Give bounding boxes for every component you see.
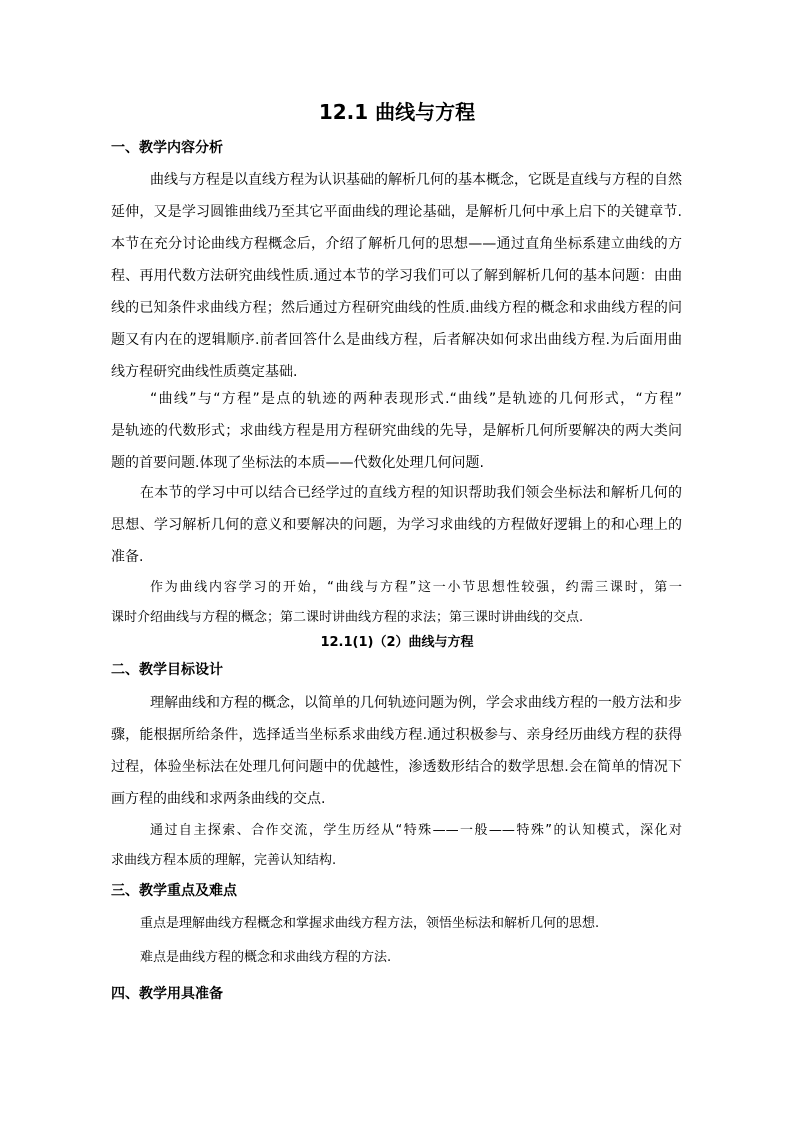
text-line: 线方程研究曲线性质奠定基础. (111, 364, 298, 380)
page-title: 12.1 曲线与方程 (318, 100, 476, 124)
text-line: 理解曲线和方程的概念，以简单的几何轨迹问题为例，学会求曲线方程的一般方法和步 (150, 695, 682, 711)
text-line: 本节在充分讨论曲线方程概念后，介绍了解析几何的思想——通过直角坐标系建立曲线的方 (111, 236, 682, 252)
text-line: 是轨迹的代数形式；求曲线方程是用方程研究曲线的先导，是解析几何所要解决的两大类问 (111, 423, 682, 439)
text-line: “曲线”与“方程”是点的轨迹的两种表现形式.“曲线”是轨迹的几何形式，“方程” (150, 391, 682, 407)
text-line: 作为曲线内容学习的开始，“曲线与方程”这一小节思想性较强，约需三课时，第一 (150, 580, 682, 595)
text-line: 骤，能根据所给条件，选择适当坐标系求曲线方程.通过积极参与、亲身经历曲线方程的获得 (111, 727, 682, 743)
section-heading-goals: 二、教学目标设计 (111, 662, 223, 678)
section-heading-content-analysis: 一、教学内容分析 (111, 140, 223, 156)
section-heading-tools: 四、教学用具准备 (111, 986, 223, 1002)
text-line: 思想、学习解析几何的意义和要解决的问题，为学习求曲线的方程做好逻辑上的和心理上的 (111, 517, 682, 533)
text-line: 准备. (111, 549, 144, 565)
text-line: 延伸，又是学习圆锥曲线乃至其它平面曲线的理论基础，是解析几何中承上启下的关键章节. (111, 204, 682, 220)
text-line: 过程，体验坐标法在处理几何问题中的优越性，渗透数形结合的数学思想.会在简单的情况下 (111, 759, 682, 775)
text-line: 求曲线方程本质的理解，完善认知结构. (111, 853, 337, 868)
text-line: 题又有内在的逻辑顺序.前者回答什么是曲线方程，后者解决如何求出曲线方程.为后面用曲 (111, 332, 682, 348)
text-line: 程、再用代数方法研究曲线性质.通过本节的学习我们可以了解到解析几何的基本问题：由曲 (111, 268, 682, 284)
text-line: 通过自主探索、合作交流，学生历经从“特殊——一般——特殊”的认知模式，深化对 (150, 823, 682, 838)
text-line: 曲线与方程是以直线方程为认识基础的解析几何的基本概念，它既是直线与方程的自然 (150, 172, 682, 188)
text-line: 题的首要问题.体现了坐标法的本质——代数化处理几何问题. (111, 455, 484, 471)
difficulty-text: 难点是曲线方程的概念和求曲线方程的方法. (140, 950, 392, 965)
lesson-subtitle: 12.1(1)（2）曲线与方程 (320, 635, 474, 650)
section-heading-key-points: 三、教学重点及难点 (111, 883, 237, 899)
text-line: 在本节的学习中可以结合已经学过的直线方程的知识帮助我们领会坐标法和解析几何的 (140, 485, 682, 501)
text-line: 课时介绍曲线与方程的概念；第二课时讲曲线方程的求法；第三课时讲曲线的交点. (111, 610, 584, 625)
key-point-text: 重点是理解曲线方程概念和掌握求曲线方程方法，领悟坐标法和解析几何的思想. (140, 916, 600, 931)
text-line: 线的已知条件求曲线方程；然后通过方程研究曲线的性质.曲线方程的概念和求曲线方程的问 (111, 300, 682, 316)
text-line: 画方程的曲线和求两条曲线的交点. (111, 791, 326, 807)
